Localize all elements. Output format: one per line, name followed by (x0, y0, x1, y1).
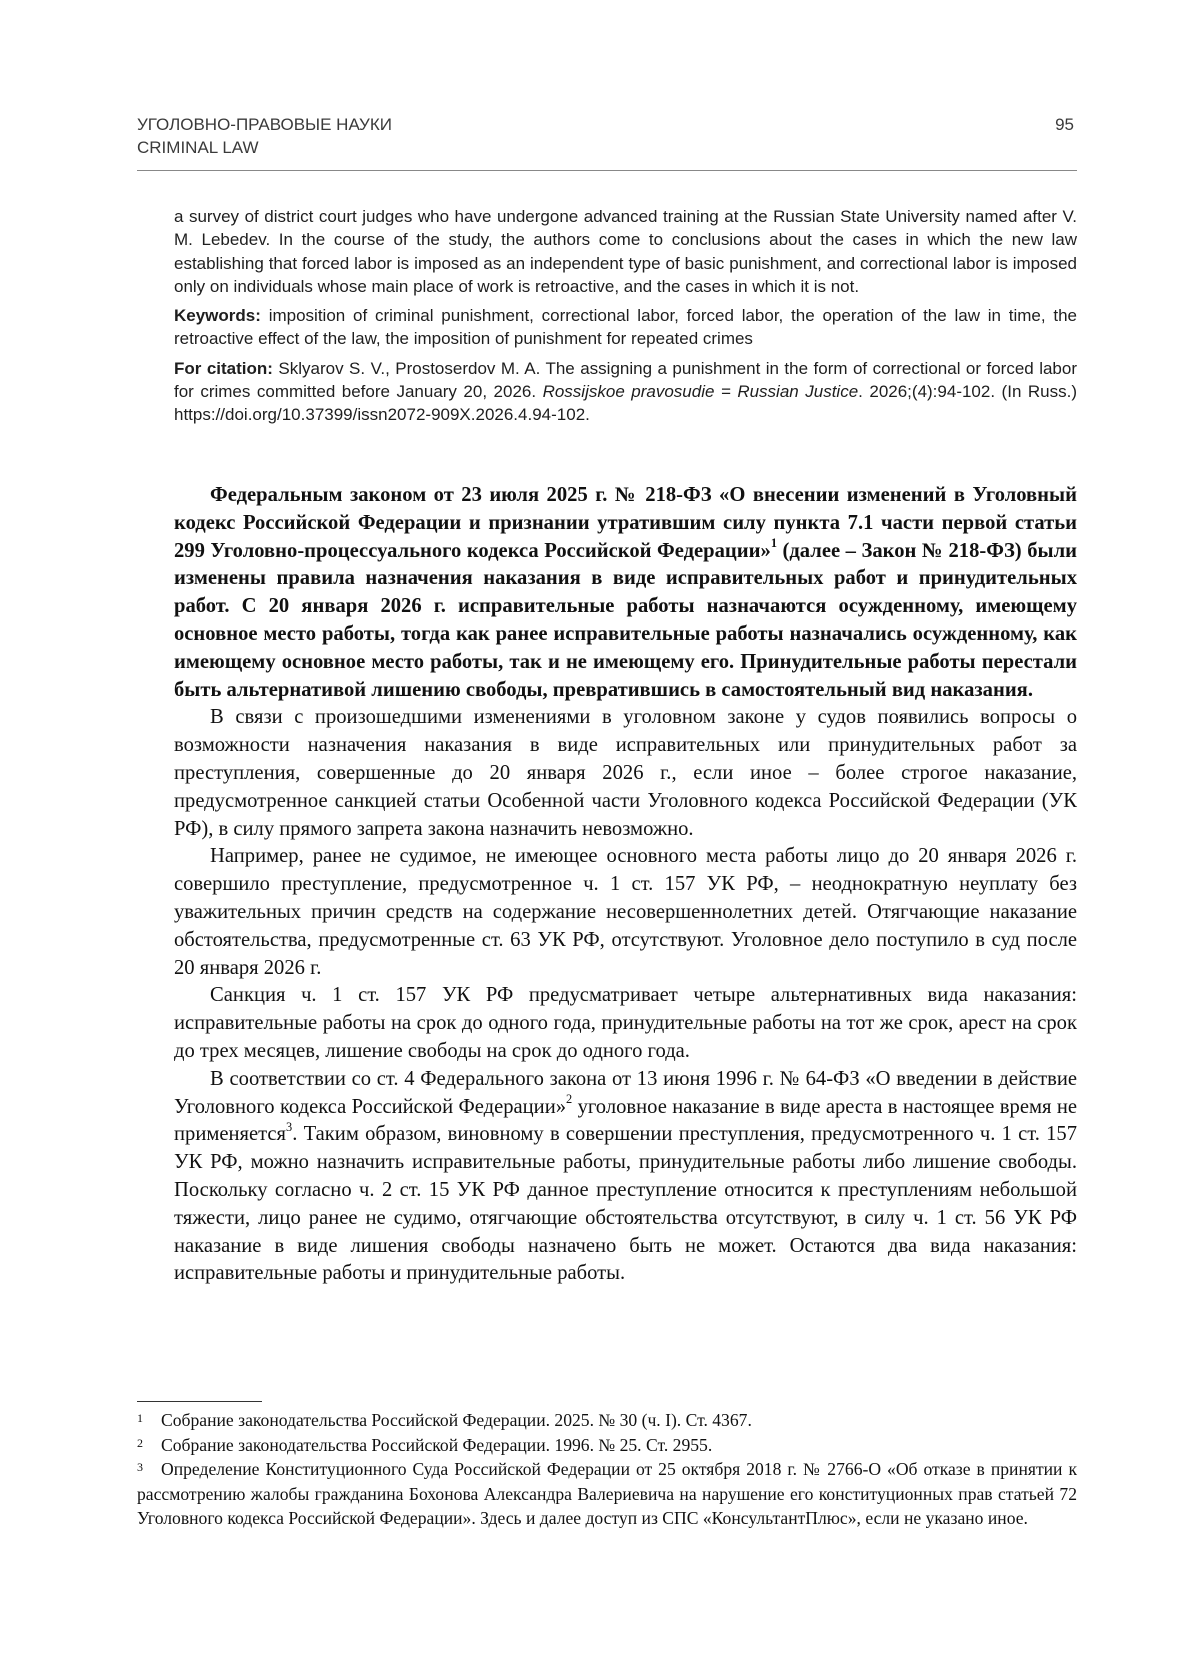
paragraph: В связи с произошедшими изменениями в уголовном законе у судов появились вопросы о возможности назначения наказания в виде исправительных или принудительных работ за преступления, совершенные до 20 января 2026 г., если иное – более строгое наказание, предусмотренное санкцией статьи Особенной части Уголовного кодекса Российской Федерации (УК РФ), в силу прямого запрета закона назначить невозможно. (174, 706, 1077, 840)
footnote-number: 3 (137, 1460, 143, 1475)
running-header (137, 113, 1077, 159)
lead-text: Федеральным законом от 23 июля 2025 г. № 218-ФЗ «О внесении изменений в Уголовный кодекс Российской Федерации и признании утратившим силу пункта 7.1 части первой статьи 299 Уголовно-процессуального кодекса Российской Федерации» (174, 484, 1077, 562)
paragraph (174, 1066, 1077, 1288)
english-abstract (174, 205, 1077, 433)
footnote-ref-1: 1 (770, 535, 777, 550)
page-number: 95 (1055, 115, 1074, 134)
abstract-continuation: a survey of district court judges who have undergone advanced training at the Russian State University named after V. M. Lebedev. In the course of the study, the authors come to conclusions about the cases in which the new law establishing that forced labor is imposed as an independent type of basic punishment, and correctional labor is imposed only on individuals whose main place of work is retroactive, and the cases in which it is not. (174, 207, 1077, 296)
paragraph-text: В соответствии со ст. 4 Федерального закона от 13 июня 1996 г. № 64-ФЗ «О введении в действие Уголовного кодекса Российской Федерации» (174, 1067, 1077, 1118)
footnote-ref-3: 3 (286, 1119, 293, 1134)
footnote-text: Собрание законодательства Российской Федерации. 2025. № 30 (ч. I). Ст. 4367. (161, 1410, 752, 1430)
footnotes (137, 1408, 1077, 1531)
keywords (174, 304, 1077, 351)
article-body (174, 482, 1077, 1288)
citation-journal: Rossijskoe pravosudie = Russian Justice (542, 382, 859, 402)
citation-text: Sklyarov S. V., Prostoserdov M. A. The assigning a punishment in the form of correctional or forced labor for crimes committed before January 20, 2026. (174, 358, 1078, 402)
footnote (137, 1408, 1077, 1433)
footnote-number: 1 (137, 1411, 143, 1425)
lead-text-continued: (далее – Закон № 218-ФЗ) были изменены правила назначения наказания в виде исправительных работ и принудительных работ. С 20 января 2026 г. исправительные работы назначаются осужденному, имеющему основное место работы, тогда как ранее исправительные работы назначались осужденному, как имеющему основное место работы, так и не имеющему его. Принудительные работы перестали быть альтернативой лишению свободы, превратившись в самостоятельный вид наказания. (174, 539, 1077, 701)
footnote-text: Собрание законодательства Российской Федерации. 1996. № 25. Ст. 2955. (161, 1434, 713, 1455)
citation-doi: . 2026;(4):94-102. (In Russ.) https://doi.org/10.37399/issn2072-909X.2026.4.94-102. (174, 382, 1077, 425)
section-title-ru: УГОЛОВНО-ПРАВОВЫЕ НАУКИ (137, 115, 392, 134)
section-title-en: CRIMINAL LAW (137, 138, 259, 157)
header-divider (137, 170, 1077, 171)
paragraph-text: уголовное наказание в виде ареста в настоящее время не применяется (174, 1095, 1077, 1146)
paragraph-text: . Таким образом, виновному в совершении преступления, предусмотренного ч. 1 ст. 157 УК РФ, можно назначить исправительные работы, принудительные работы либо лишение свободы. Поскольку согласно ч. 2 ст. 15 УК РФ данное преступление относится к преступлениям небольшой тяжести, лицо ранее не судимо, отягчающие обстоятельства отсутствуют, в силу ч. 1 ст. 56 УК РФ наказание в виде лишения свободы назначено быть не может. Остаются два вида наказания: исправительные работы и принудительные работы. (174, 1123, 1077, 1285)
footnote-number: 2 (137, 1435, 143, 1450)
footnote-ref-2: 2 (566, 1091, 573, 1106)
lead-paragraph (174, 482, 1077, 704)
footnote-text: Определение Конституционного Суда Российской Федерации от 25 октября 2018 г. № 2766-О «Об отказе в принятии к рассмотрению жалобы гражданина Бохонова Александра Валериевича на нарушение его конституционных прав статьей 72 Уголовного кодекса Российской Федерации». Здесь и далее доступ из СПС «КонсультантПлюс», если не указано иное. (137, 1459, 1077, 1529)
footnote (137, 1433, 1077, 1458)
keywords-text: imposition of criminal punishment, correctional labor, forced labor, the operation of the law in time, the retroactive effect of the law, the imposition of punishment for repeated crimes (174, 306, 1077, 349)
paragraph: Например, ранее не судимое, не имеющее основного места работы лицо до 20 января 2026 г. совершило преступление, предусмотренное ч. 1 ст. 157 УК РФ, – неоднократную неуплату без уважительных причин средств на содержание несовершеннолетних детей. Отягчающие наказание обстоятельства, предусмотренные ст. 63 УК РФ, отсутствуют. Уголовное дело поступило в суд после 20 января 2026 г. (174, 845, 1077, 979)
citation-label: For citation: (174, 358, 273, 378)
footnote-divider (137, 1401, 262, 1402)
citation (174, 357, 1077, 427)
keywords-label: Keywords: (174, 306, 261, 326)
paragraph: Санкция ч. 1 ст. 157 УК РФ предусматривает четыре альтернативных вида наказания: исправительные работы на срок до одного года, принудительные работы на тот же срок, арест на срок до трех месяцев, лишение свободы на срок до одного года. (174, 984, 1077, 1062)
footnote (137, 1457, 1077, 1531)
